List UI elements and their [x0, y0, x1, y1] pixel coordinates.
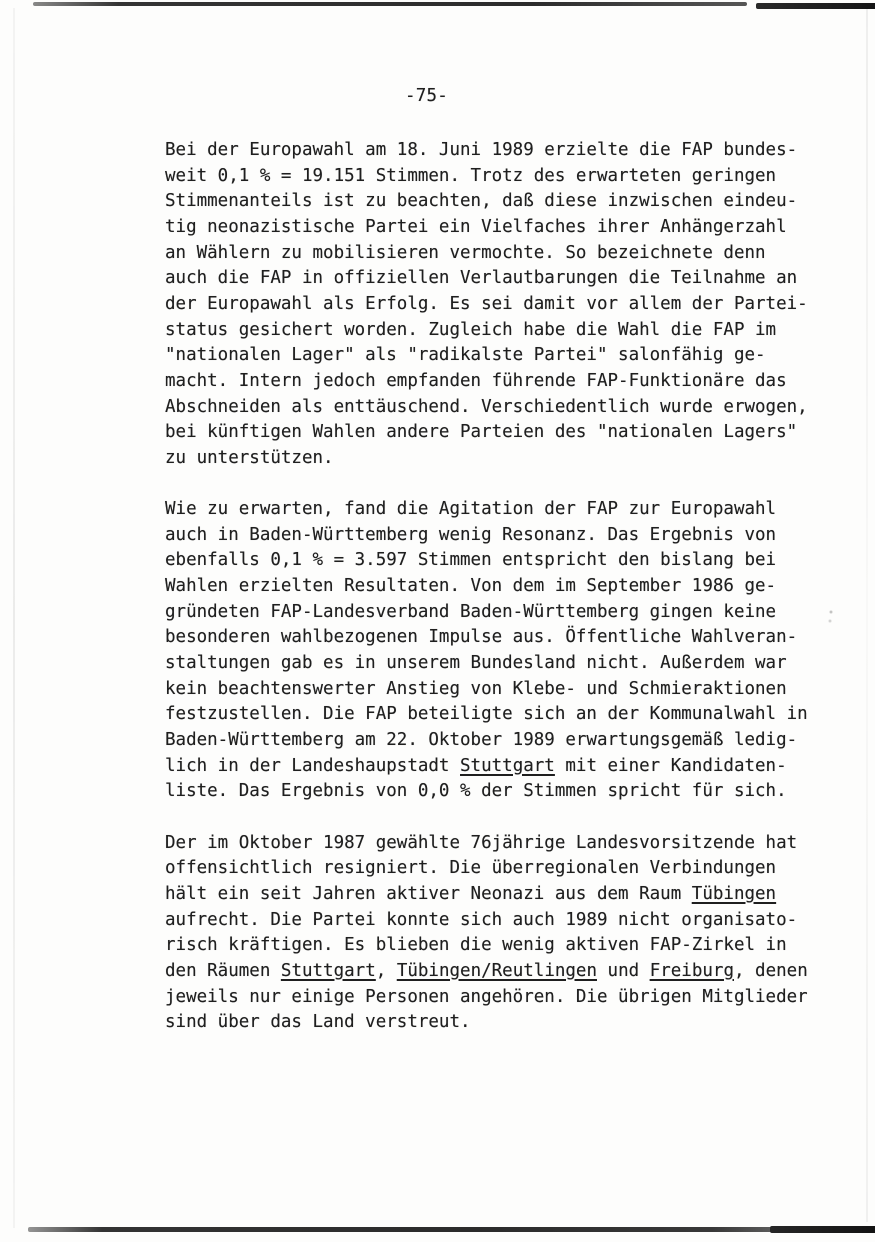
- text-segment: Baden-Württemberg am 22. Oktober 1989 erwartungsgemäß ledig-: [165, 730, 798, 751]
- text-line: [165, 318, 845, 344]
- text-line: [165, 651, 845, 677]
- text-segment: staltungen gab es in unserem Bundesland nicht. Außerdem war: [165, 653, 787, 674]
- text-segment: Der im Oktober 1987 gewählte 76jährige Landesvorsitzende hat: [165, 832, 798, 853]
- text-segment: hält ein seit Jahren aktiver Neonazi aus dem Raum: [165, 884, 692, 904]
- text-segment: ebenfalls 0,1 % = 3.597 Stimmen entspricht den bislang bei: [165, 550, 777, 571]
- text-segment: und: [597, 960, 650, 981]
- scan-artifact-speck: [827, 608, 835, 626]
- text-line: [165, 266, 845, 292]
- text-segment: offensichtlich resigniert. Die überregionalen Verbindungen: [165, 858, 777, 879]
- text-segment: weit 0,1 % = 19.151 Stimmen. Trotz des erwarteten geringen: [165, 165, 777, 186]
- text-line: [165, 189, 845, 215]
- text-line: [165, 574, 845, 600]
- text-segment: zu unterstützen.: [165, 447, 334, 468]
- text-segment: liste. Das Ergebnis von 0,0 % der Stimmen spricht für sich.: [165, 781, 787, 802]
- page-body: [165, 138, 845, 1036]
- text-segment: Stimmenanteils ist zu beachten, daß diese inzwischen eindeu-: [165, 191, 798, 212]
- text-segment: lich in der Landeshaupstadt: [165, 755, 461, 776]
- text-line: [165, 497, 845, 523]
- paragraph: [165, 831, 845, 1036]
- paragraph: [165, 138, 845, 472]
- text-line: [165, 702, 845, 728]
- text-line: [165, 241, 845, 267]
- underlined-place-name: Freiburg: [649, 960, 734, 981]
- text-line: [165, 215, 845, 241]
- text-line: [165, 908, 845, 934]
- text-line: [165, 395, 845, 421]
- text-line: [165, 959, 845, 985]
- text-segment: ,: [375, 960, 397, 981]
- text-line: [165, 1010, 845, 1036]
- text-line: [165, 677, 845, 703]
- paragraph: [165, 497, 845, 805]
- text-segment: Wahlen erzielten Resultaten. Von dem im September 1986 ge-: [165, 576, 777, 597]
- text-line: [165, 779, 845, 805]
- text-line: [165, 856, 845, 882]
- text-line: [165, 728, 845, 754]
- underlined-place-name: Tübingen: [691, 884, 777, 904]
- text-segment: kein beachtenswerter Anstieg von Klebe- und Schmieraktionen: [165, 678, 787, 699]
- text-segment: Wie zu erwarten, fand die Agitation der FAP zur Europawahl: [165, 499, 777, 520]
- text-line: [165, 600, 845, 626]
- text-segment: "nationalen Lager" als "radikalste Partei" salonfähig ge-: [165, 345, 766, 366]
- text-segment: sind über das Land verstreut.: [165, 1012, 471, 1033]
- text-segment: , denen: [733, 960, 808, 981]
- text-segment: an Wählern zu mobilisieren vermochte. So bezeichnete denn: [165, 242, 766, 263]
- text-line: [165, 420, 845, 446]
- text-line: [165, 446, 845, 472]
- text-segment: auch die FAP in offiziellen Verlautbarungen die Teilnahme an: [165, 268, 798, 289]
- text-segment: festzustellen. Die FAP beteiligte sich an der Kommunalwahl in: [165, 704, 808, 725]
- text-line: [165, 933, 845, 959]
- scan-edge-bar-bottom: [28, 1227, 772, 1232]
- text-line: [165, 882, 845, 908]
- underlined-place-name: Stuttgart: [460, 755, 555, 776]
- text-line: [165, 138, 845, 164]
- text-line: [165, 292, 845, 318]
- text-line: [165, 831, 845, 857]
- text-segment: aufrecht. Die Partei konnte sich auch 1989 nicht organisato-: [165, 909, 798, 930]
- text-segment: mit einer Kandidaten-: [554, 755, 787, 776]
- underlined-place-name: Tübingen/Reutlingen: [396, 960, 597, 981]
- text-line: [165, 985, 845, 1011]
- text-segment: bei künftigen Wahlen andere Parteien des "nationalen Lagers": [165, 422, 798, 443]
- text-segment: besonderen wahlbezogenen Impulse aus. Öffentliche Wahlveran-: [165, 627, 798, 648]
- text-segment: auch in Baden-Württemberg wenig Resonanz. Das Ergebnis von: [165, 524, 777, 545]
- text-line: [165, 754, 845, 780]
- text-segment: tig neonazistische Partei ein Vielfaches ihrer Anhängerzahl: [165, 216, 787, 237]
- text-segment: gründeten FAP-Landesverband Baden-Württemberg gingen keine: [165, 601, 777, 622]
- text-line: [165, 523, 845, 549]
- scan-edge-bar-top: [33, 2, 747, 6]
- underlined-place-name: Stuttgart: [280, 960, 376, 981]
- scan-edge-bar-bottom-right: [770, 1226, 875, 1233]
- text-line: [165, 548, 845, 574]
- page-edge-right: [866, 4, 868, 1222]
- scan-edge-bar-top-right: [756, 3, 875, 9]
- text-segment: der Europawahl als Erfolg. Es sei damit vor allem der Partei-: [165, 293, 808, 314]
- page-edge-left: [13, 8, 15, 1228]
- text-line: [165, 369, 845, 395]
- text-segment: Bei der Europawahl am 18. Juni 1989 erzielte die FAP bundes-: [165, 140, 798, 160]
- text-line: [165, 343, 845, 369]
- text-segment: jeweils nur einige Personen angehören. Die übrigen Mitglieder: [165, 986, 808, 1007]
- page-number: -75-: [405, 86, 448, 106]
- text-segment: Abschneiden als enttäuschend. Verschiedentlich wurde erwogen,: [165, 396, 808, 417]
- text-segment: status gesichert worden. Zugleich habe die Wahl die FAP im: [165, 319, 777, 340]
- text-line: [165, 164, 845, 190]
- text-segment: den Räumen: [165, 960, 281, 981]
- text-segment: macht. Intern jedoch empfanden führende FAP-Funktionäre das: [165, 370, 787, 391]
- text-segment: risch kräftigen. Es blieben die wenig aktiven FAP-Zirkel in: [165, 935, 787, 956]
- text-line: [165, 625, 845, 651]
